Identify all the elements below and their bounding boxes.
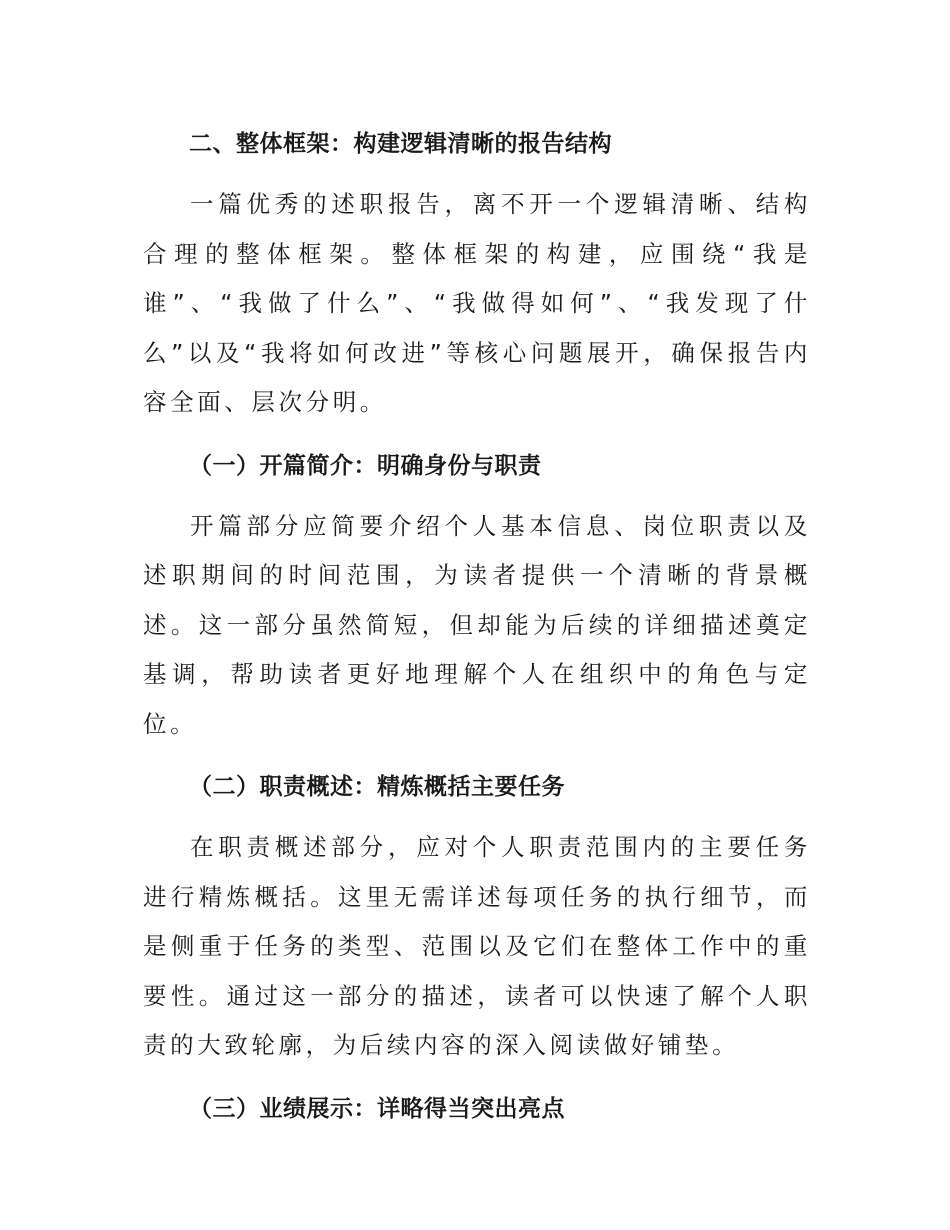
subsection-heading-3: （三）业绩展示：详略得当突出亮点 <box>189 1095 565 1122</box>
subsection-heading-1: （一）开篇简介：明确身份与职责 <box>189 452 542 479</box>
section-heading: 二、整体框架：构建逻辑清晰的报告结构 <box>189 131 612 157</box>
document-body <box>143 118 811 1135</box>
subsection-paragraph-1: 开篇部分应简要介绍个人基本信息、岗位职责以及述职期间的时间范围，为读者提供一个清晰的背景概述。这一部分虽然简短，但却能为后续的详细描述奠定基调，帮助读者更好地理解个人在组织中的角色与定位。 <box>143 511 811 738</box>
intro-paragraph: 一篇优秀的述职报告，离不开一个逻辑清晰、结构合理的整体框架。整体框架的构建，应围绕“我是谁”、“我做了什么”、“我做得如何”、“我发现了什么”以及“我将如何改进”等核心问题展开，确保报告内容全面、层次分明。 <box>143 190 811 416</box>
subsection-paragraph-2: 在职责概述部分，应对个人职责范围内的主要任务进行精炼概括。这里无需详述每项任务的执行细节，而是侧重于任务的类型、范围以及它们在整体工作中的重要性。通过这一部分的描述，读者可以快速了解个人职责的大致轮廓，为后续内容的深入阅读做好铺垫。 <box>143 833 811 1059</box>
subsection-heading-2: （二）职责概述：精炼概括主要任务 <box>189 774 565 800</box>
